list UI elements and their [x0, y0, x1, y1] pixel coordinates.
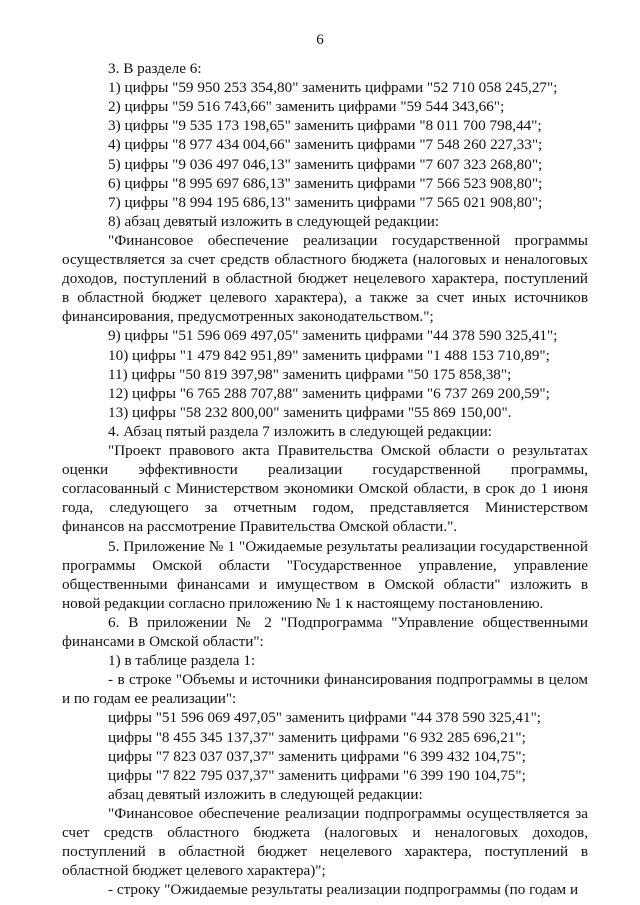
- text-line: 10) цифры "1 479 842 951,89" заменить цифрами "1 488 153 710,89";: [108, 346, 550, 364]
- text-line: 8) абзац девятый изложить в следующей редакции:: [108, 212, 440, 230]
- text-line: согласованный с Министерством экономики Омской области, в срок до 1 июня: [62, 480, 588, 498]
- text-line: 7) цифры "8 994 195 686,13" заменить цифрами "7 565 021 908,80";: [108, 193, 543, 211]
- text-line: 2) цифры "59 516 743,66" заменить цифрами "59 544 343,66";: [108, 98, 505, 116]
- text-line: 9) цифры "51 596 069 497,05" заменить цифрами "44 378 590 325,41";: [108, 327, 558, 345]
- text-line: и по годам ее реализации":: [62, 690, 237, 708]
- text-line: осуществляется за счет средств областного бюджета (налоговых и неналоговых: [62, 251, 588, 268]
- text-line: - строку "Ожидаемые результаты реализации подпрограммы (по годам и: [108, 881, 579, 899]
- text-line: новой редакции согласно приложению № 1 к настоящему постановлению.: [62, 594, 544, 612]
- text-line: общественными финансами и имуществом в Омской области" изложить в: [62, 575, 588, 593]
- text-line: 5) цифры "9 036 497 046,13" заменить цифрами "7 607 323 268,80";: [108, 155, 543, 173]
- text-line: доходов, поступлений в областной бюджет нецелевого характера, поступлений: [62, 270, 588, 288]
- text-line: оценки эффективности реализации государственной программы,: [62, 461, 588, 479]
- text-line: 4. Абзац пятый раздела 7 изложить в следующей редакции:: [108, 422, 493, 440]
- text-line: 4) цифры "8 977 434 004,66" заменить цифрами "7 548 260 227,33";: [108, 136, 543, 154]
- text-line: 6) цифры "8 995 697 686,13" заменить цифрами "7 566 523 908,80";: [108, 174, 543, 192]
- text-line: счет средств областного бюджета (налоговых и неналоговых доходов,: [62, 824, 588, 841]
- text-line: 3) цифры "9 535 173 198,65" заменить цифрами "8 011 700 798,44";: [108, 117, 542, 135]
- text-line: финансов на рассмотрение Правительства Омской области.".: [62, 518, 458, 536]
- text-line: 1) в таблице раздела 1:: [108, 652, 256, 670]
- text-line: "Финансовое обеспечение реализации государственной программы: [108, 231, 588, 249]
- text-line: - в строке "Объемы и источники финансирования подпрограммы в целом: [108, 671, 588, 689]
- text-line: 3. В разделе 6:: [108, 60, 202, 77]
- text-line: 11) цифры "50 819 397,98" заменить цифрами "50 175 858,38";: [108, 365, 512, 383]
- text-line: областной бюджет целевого характера)";: [62, 862, 326, 880]
- text-line: цифры "7 823 037 037,37" заменить цифрами "6 399 432 104,75";: [108, 747, 526, 765]
- text-line: "Финансовое обеспечение реализации подпрограммы осуществляется за: [108, 804, 588, 822]
- text-line: финансами в Омской области":: [62, 633, 264, 650]
- text-line: цифры "7 822 795 037,37" заменить цифрами "6 399 190 104,75";: [108, 766, 526, 784]
- text-line: 1) цифры "59 950 253 354,80" заменить цифрами "52 710 058 245,27";: [108, 79, 558, 97]
- text-line: финансирования, предусмотренных законодательством.";: [62, 308, 434, 326]
- text-line: 12) цифры "6 765 288 707,88" заменить цифрами "6 737 269 200,59";: [108, 384, 550, 402]
- text-line: цифры "51 596 069 497,05" заменить цифрами "44 378 590 325,41";: [108, 709, 541, 727]
- text-line: 13) цифры "58 232 800,00" заменить цифрами "55 869 150,00".: [108, 403, 512, 421]
- text-line: цифры "8 455 345 137,37" заменить цифрами "6 932 285 696,21";: [108, 728, 526, 746]
- page-number: 6: [316, 32, 324, 48]
- text-line: года, следующего за отчетным годом, представляется Министерством: [62, 499, 588, 517]
- text-line: поступлений в областной бюджет нецелевого характера, поступлений в: [62, 843, 588, 861]
- text-line: в областной бюджет целевого характера), а также за счет иных источников: [62, 289, 588, 307]
- text-line: 6. В приложении № 2 "Подпрограмма "Управление общественными: [108, 613, 588, 631]
- text-line: абзац девятый изложить в следующей редакции:: [108, 785, 423, 803]
- text-line: 5. Приложение № 1 "Ожидаемые результаты реализации государственной: [108, 537, 588, 555]
- text-line: программы Омской области "Государственное управление, управление: [62, 556, 588, 574]
- text-line: "Проект правового акта Правительства Омской области о результатах: [108, 442, 588, 459]
